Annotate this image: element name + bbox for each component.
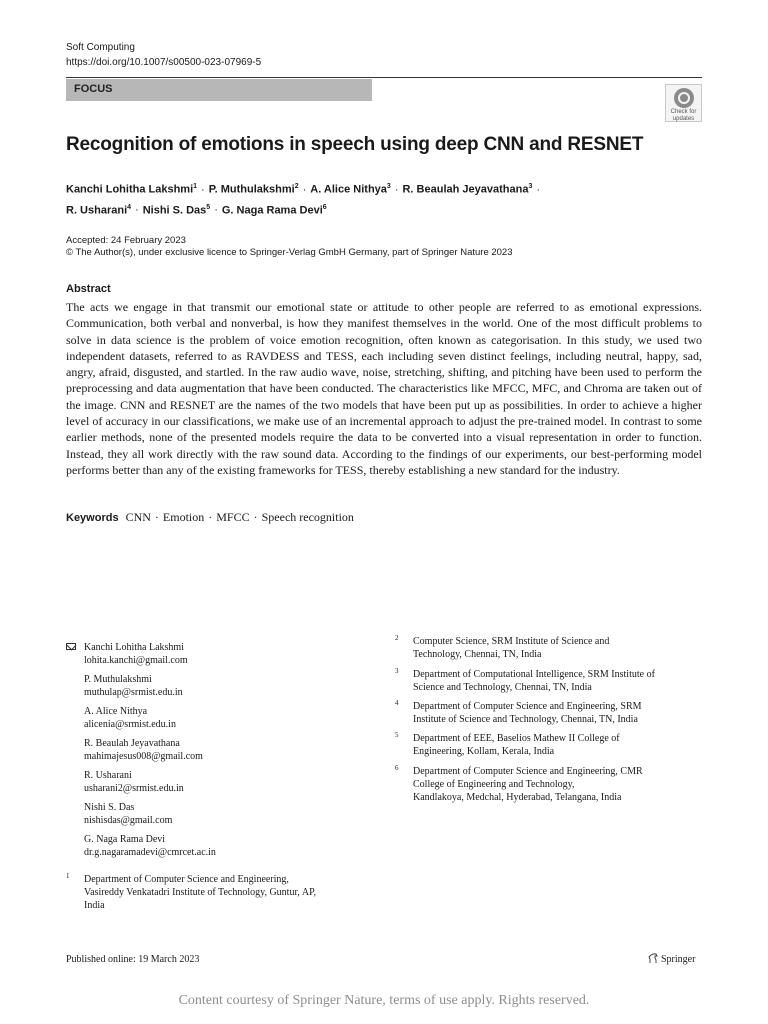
author-separator: · [302, 183, 307, 196]
affiliation-line: College of Engineering and Technology, [413, 779, 575, 790]
affiliation-line: Department of Computer Science and Engineering, CMR [413, 766, 643, 777]
contact-entry [84, 673, 366, 699]
contact-entry [84, 833, 366, 859]
affiliation-line: India [84, 900, 105, 911]
contact-name: A. Alice Nithya [84, 706, 148, 717]
contact-email[interactable]: nishisdas@gmail.com [84, 815, 173, 826]
paper-title: Recognition of emotions in speech using deep CNN and RESNET [66, 134, 644, 155]
affiliation-line: Institute of Science and Technology, Chennai, TN, India [413, 714, 638, 725]
affiliation-line: Department of Computer Science and Engineering, [84, 874, 289, 885]
journal-header [66, 40, 261, 70]
check-for-updates-button[interactable] [665, 84, 702, 122]
abstract-heading: Abstract [66, 283, 111, 295]
contact-entry [84, 641, 366, 667]
author-sup: 4 [127, 203, 132, 211]
affiliation-number: 5 [395, 731, 399, 739]
journal-name: Soft Computing [66, 42, 135, 53]
author-separator: · [536, 183, 541, 196]
copyright-line: © The Author(s), under exclusive licence to Springer-Verlag GmbH Germany, part of Springer Nature 2023 [66, 247, 513, 258]
contact-email[interactable]: dr.g.nagaramadevi@cmrcet.ac.in [84, 847, 216, 858]
affiliation-number: 3 [395, 667, 399, 675]
author-separator: · [201, 183, 205, 196]
author-sup: 5 [206, 203, 211, 211]
contact-entry [84, 705, 366, 731]
springer-horse-icon [648, 953, 658, 964]
author-name: A. Alice Nithya [310, 183, 387, 196]
keywords-label: Keywords [66, 512, 119, 524]
author-name: R. Usharani [66, 204, 128, 217]
courtesy-notice: Content courtesy of Springer Nature, terms of use apply. Rights reserved. [178, 993, 590, 1008]
contact-name: P. Muthulakshmi [84, 674, 152, 685]
affiliation-1 [66, 873, 366, 912]
publication-dates [66, 235, 513, 259]
author-sup: 6 [322, 203, 327, 211]
affiliation-line: Department of Computer Science and Engineering, SRM [413, 701, 642, 712]
keyword: CNN [125, 510, 151, 524]
contact-name: Kanchi Lohitha Lakshmi [84, 642, 184, 653]
contact-entry [84, 737, 366, 763]
section-bar [66, 79, 372, 101]
keyword: MFCC [216, 510, 250, 524]
contact-email[interactable]: mahimajesus008@gmail.com [84, 751, 203, 762]
affiliation-line: Department of Computational Intelligence, SRM Institute of [413, 669, 655, 680]
keyword: Speech recognition [261, 510, 354, 524]
contact-name: G. Naga Rama Devi [84, 834, 166, 845]
affiliation-line: Science and Technology, Chennai, TN, India [413, 682, 592, 693]
author-sup: 1 [193, 183, 198, 190]
contact-name: R. Beaulah Jeyavathana [84, 738, 180, 749]
keyword-separator: · [208, 510, 213, 524]
check-updates-line2: updates [672, 116, 695, 122]
affiliation-5 [395, 732, 705, 758]
author-sup: 3 [528, 183, 533, 190]
contact-name: Nishi S. Das [84, 802, 135, 813]
author-sup: 3 [386, 183, 391, 190]
affiliation-line: Kandlakoya, Medchal, Hyderabad, Telangana, India [413, 792, 622, 803]
author-sup: 2 [294, 183, 299, 190]
header-rule [66, 77, 702, 78]
affiliation-line: Department of EEE, Baselios Mathew II College of [413, 733, 620, 744]
affiliation-line: Vasireddy Venkatadri Institute of Technology, Guntur, AP, [84, 887, 317, 898]
doi-link[interactable]: https://doi.org/10.1007/s00500-023-07969-5 [66, 57, 262, 68]
author-name: P. Muthulakshmi [208, 183, 295, 196]
author-separator: · [394, 183, 399, 196]
affiliation-line: Technology, Chennai, TN, India [413, 649, 542, 660]
author-name: Nishi S. Das [142, 204, 207, 217]
author-name: R. Beaulah Jeyavathana [402, 183, 529, 196]
published-online: Published online: 19 March 2023 [66, 954, 200, 965]
contact-email[interactable]: alicenia@srmist.edu.in [84, 719, 176, 730]
contact-name: R. Usharani [84, 770, 132, 781]
check-updates-line1: Check for [670, 109, 697, 115]
author-name: G. Naga Rama Devi [221, 204, 323, 217]
contact-email[interactable]: lohita.kanchi@gmail.com [84, 655, 188, 666]
affiliation-6 [395, 765, 705, 804]
affiliation-line: Computer Science, SRM Institute of Science and [413, 636, 610, 647]
contact-list [66, 641, 366, 865]
author-separator: · [214, 204, 218, 217]
affiliation-number: 6 [395, 764, 399, 772]
author-name: Kanchi Lohitha Lakshmi [66, 183, 194, 196]
affiliation-number: 2 [395, 634, 399, 642]
section-label: FOCUS [74, 83, 113, 95]
affiliation-3 [395, 668, 705, 694]
abstract-body: The acts we engage in that transmit our emotional state or attitude to other people are referred to as emotional expressions. Communication, both verbal and nonverbal, is how they manifest themselves in the world. One of the most difficult problems to solve in data science is the problem of voice emotion recognition, often known as categorisation. In this study, we used two independent datasets, referred to as RAVDESS and TESS, each including seven distinct feelings, including neutral, happy, sad, angry, afraid, disgusted, and startled. In the raw audio wave, noise, stretching, shifting, and pitching have been used to perform the preprocessing and data augmentation that have been conducted. The characteristics like MFCC, MFC, and Chroma are taken out of the image. CNN and RESNET are the names of the two models that have been put up as possibilities. In order to achieve a higher level of accuracy in our classifications, we make use of an incremental approach to adjust the pre-trained model. In contrast to some earlier methods, none of the presented models require the data to be converted into a visual representation in order to function. Instead, they all work directly with the raw sound data. According to the findings of our experiments, our best-performing model performs better than any of the existing frameworks for TESS, thereby establishing a new standard for the industry. [66, 300, 702, 477]
publisher-logo [648, 953, 695, 965]
contact-entry [84, 801, 366, 827]
author-separator: · [135, 204, 139, 217]
accepted-date: Accepted: 24 February 2023 [66, 235, 186, 246]
contact-email[interactable]: usharani2@srmist.edu.in [84, 783, 184, 794]
affiliation-number: 4 [395, 699, 399, 707]
contact-entry [84, 769, 366, 795]
contact-email[interactable]: muthulap@srmist.edu.in [84, 687, 183, 698]
keyword: Emotion [162, 510, 205, 524]
affiliation-4 [395, 700, 705, 726]
author-list [66, 178, 626, 219]
envelope-icon [66, 643, 76, 650]
affiliation-line: Engineering, Kollam, Kerala, India [413, 746, 555, 757]
keyword-separator: · [154, 510, 159, 524]
keywords-line [66, 510, 354, 525]
keyword-separator: · [253, 510, 258, 524]
affiliation-number: 1 [66, 872, 70, 880]
check-updates-icon [674, 88, 694, 108]
affiliation-2 [395, 635, 705, 661]
publisher-name: Springer [661, 954, 696, 965]
